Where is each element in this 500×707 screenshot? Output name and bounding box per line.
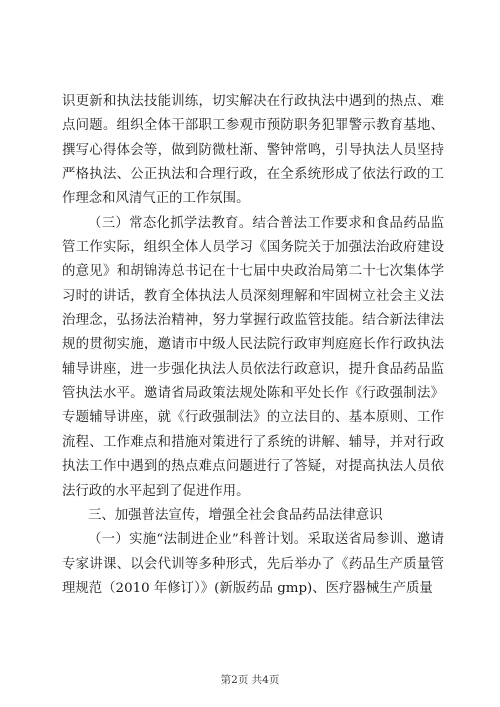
paragraph-enterprise-program: （一）实施“法制进企业”科普计划。采取送省局参训、邀请专家讲课、以会代训等多种形式，先后举办了《药品生产质量管理规范（2010 年修订）》(新版药品 gmp)、医疗器械生产质量 bbox=[62, 532, 444, 596]
page-footer: 第2页 共4页 bbox=[220, 674, 280, 686]
document-body bbox=[62, 90, 444, 601]
paragraph-legal-education: （三）常态化抓学法教育。结合普法工作要求和食品药品监管工作实际，组织全体人员学习《国务院关于加强法治政府建设的意见》和胡锦涛总书记在十七届中央政治局第二十七次集体学习时的讲话，教育全体执法人员深刻理解和牢固树立社会主义法治理念，弘扬法治精神，努力掌握行政监管技能。结合新法律法规的贯彻实施，邀请市中级人民法院行政审判庭庭长作行政执法辅导讲座，进一步强化执法人员依法行政意识，提升食品药品监管执法水平。邀请省局政策法规处陈和平处长作《行政强制法》专题辅导讲座，就《行政强制法》的立法目的、基本原则、工作流程、工作难点和措施对策进行了系统的讲解、辅导，并对行政执法工作中遇到的热点难点问题进行了答疑，对提高执法人员依法行政的水平起到了促进作用。 bbox=[62, 215, 444, 499]
paragraph-continuation: 识更新和执法技能训练，切实解决在行政执法中遇到的热点、难点问题。组织全体干部职工参观市预防职务犯罪警示教育基地、撰写心得体会等，做到防微杜渐、警钟常鸣，引导执法人员坚持严格执法、公正执法和合理行政，在全系统形成了依法行政的工作理念和风清气正的工作氛围。 bbox=[62, 94, 444, 207]
section-heading: 三、加强普法宣传，增强全社会食品药品法律意识 bbox=[88, 507, 383, 523]
